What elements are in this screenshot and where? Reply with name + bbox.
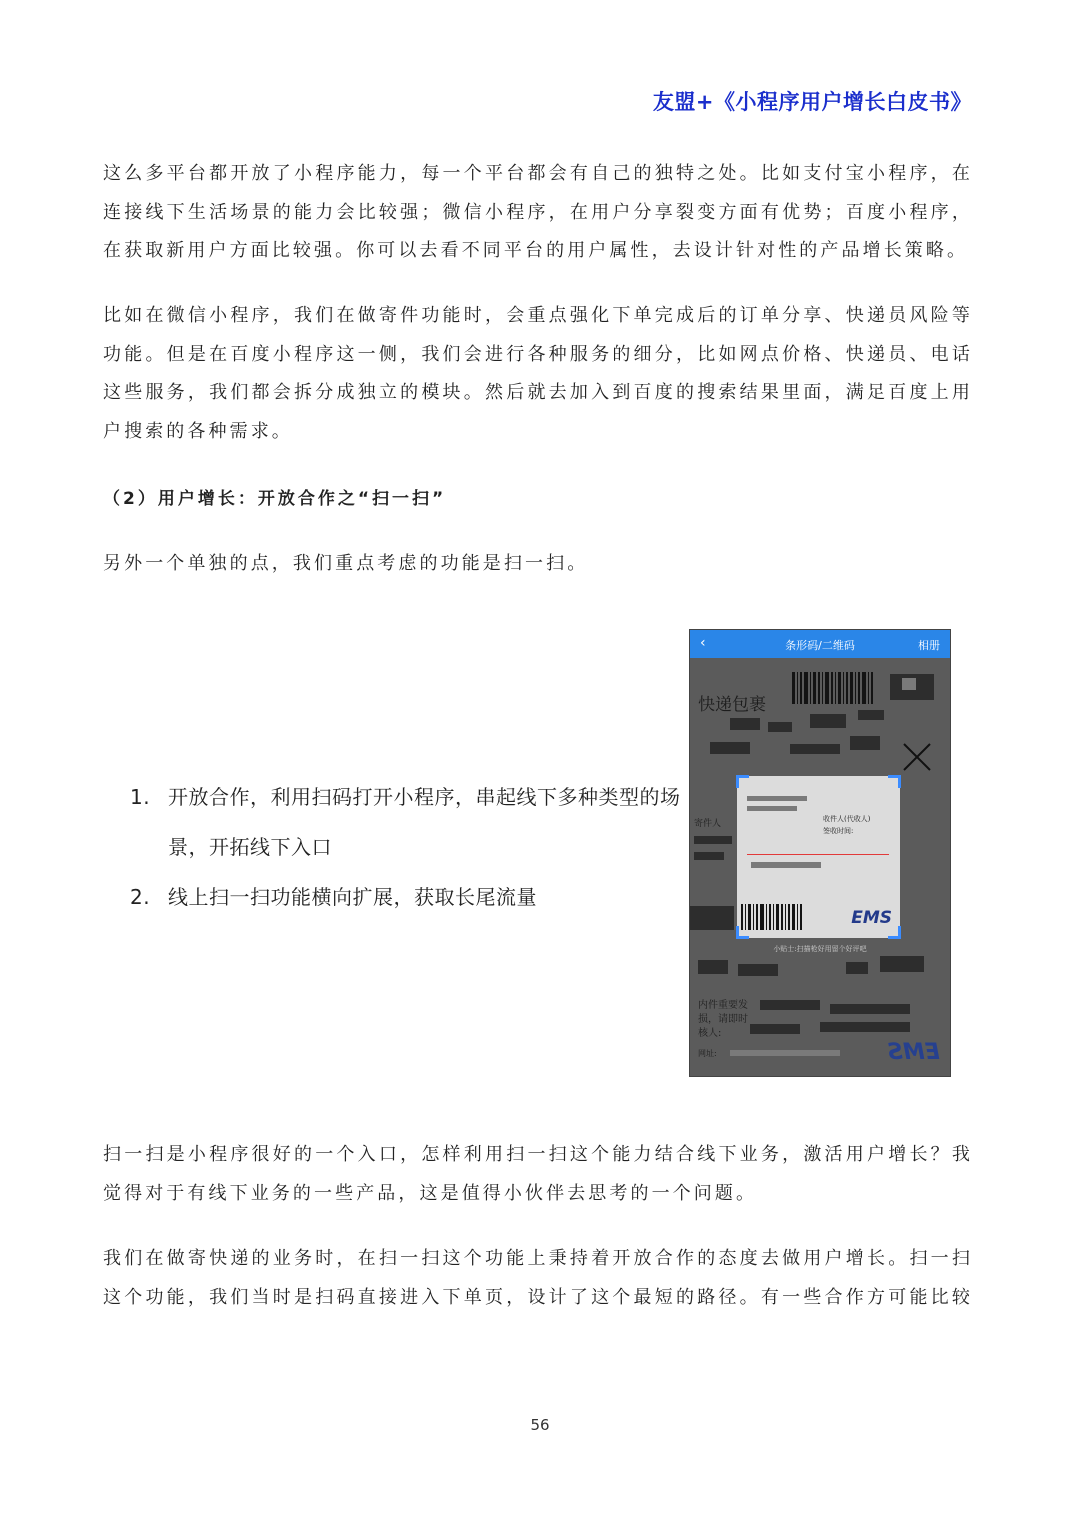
paragraph-scan-intro: 另外一个单独的点，我们重点考虑的功能是扫一扫。 [103, 553, 589, 574]
sign-time-label: 签收时间: [823, 827, 854, 835]
phone-title-bar [690, 630, 950, 658]
scan-hint: 小贴士:扫描枪好用留个好评吧 [773, 945, 867, 953]
list-text: 线上扫一扫功能横向扩展，获取长尾流量 [168, 885, 537, 909]
list-number: 2. [130, 885, 151, 909]
feature-list [130, 772, 690, 922]
album-link: 相册 [918, 639, 940, 652]
bottom-text-2: 损，请即时 [698, 1014, 748, 1025]
scan-frame [737, 776, 900, 938]
list-item [130, 772, 690, 872]
paragraph-platforms: 这么多平台都开放了小程序能力，每一个平台都会有自己的独特之处。比如支付宝小程序，在连接线下生活场景的能力会比较强；微信小程序，在用户分享裂变方面有优势；百度小程序，在获取新用户方面比较强。你可以去看不同平台的用户属性，去设计针对性的产品增长策略。 [103, 163, 973, 261]
bottom-text-4: 网址: [698, 1049, 717, 1058]
side-text: 寄件人 [694, 819, 722, 829]
ems-logo: EMS [851, 908, 892, 928]
paragraph-scan-entry: 扫一扫是小程序很好的一个入口，怎样利用扫一扫这个能力结合线下业务，激活用户增长？我觉得对于有线下业务的一些产品，这是值得小伙伴去思考的一个问题。 [103, 1144, 973, 1204]
scan-line [747, 854, 889, 855]
paragraph-scan-cooperation: 我们在做寄快递的业务时，在扫一扫这个功能上秉持着开放合作的态度去做用户增长。扫一扫这个功能，我们当时是扫码直接进入下单页，设计了这个最短的路径。有一些合作方可能比较 [103, 1248, 973, 1308]
list-item [130, 872, 690, 922]
phone-screenshot [690, 630, 950, 1076]
ems-logo-mirrored: EMS [887, 1040, 940, 1065]
section-heading: （2）用户增长：开放合作之“扫一扫” [103, 489, 447, 509]
page-number: 56 [530, 1416, 550, 1434]
bottom-text-1: 内件重要发 [698, 1000, 748, 1011]
barcode-scan [741, 904, 804, 930]
close-icon [902, 742, 932, 772]
phone-bar-title: 条形码/二维码 [785, 639, 855, 652]
list-text: 开放合作，利用扫码打开小程序，串起线下多种类型的场景，开拓线下入口 [168, 785, 681, 859]
list-number: 1. [130, 785, 151, 809]
receiver-label: 收件人(代收人) [823, 815, 871, 823]
package-label: 快递包裹 [698, 695, 766, 715]
back-icon: ‹ [700, 635, 706, 651]
barcode-top [792, 672, 875, 704]
paragraph-wechat-baidu: 比如在微信小程序，我们在做寄件功能时，会重点强化下单完成后的订单分享、快递员风险等功能。但是在百度小程序这一侧，我们会进行各种服务的细分，比如网点价格、快递员、电话这些服务，我们都会拆分成独立的模块。然后就去加入到百度的搜索结果里面，满足百度上用户搜索的各种需求。 [103, 305, 973, 442]
header-title: 友盟+《小程序用户增长白皮书》 [652, 90, 972, 114]
bottom-text-3: 核人: [698, 1028, 722, 1039]
